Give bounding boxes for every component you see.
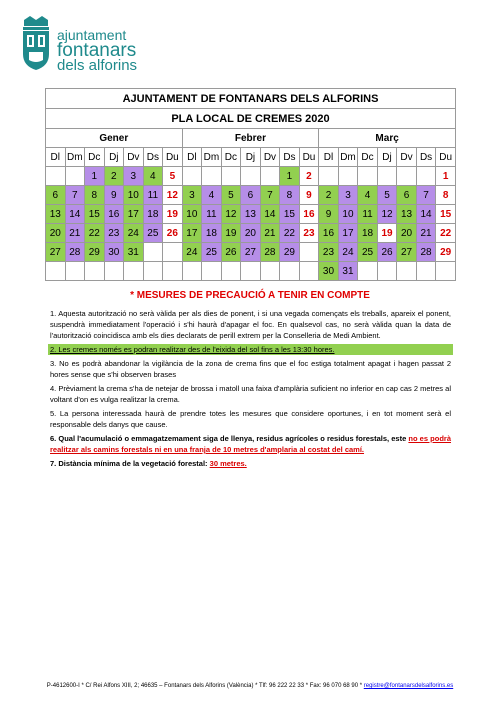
calendar-day <box>221 167 241 186</box>
calendar-day <box>338 167 358 186</box>
weekday-header: Dc <box>358 148 378 167</box>
calendar-day: 30 <box>104 243 124 262</box>
calendar-day: 14 <box>260 205 280 224</box>
rule-4: 4. Prèviament la crema s'ha de netejar de brossa i matoll una faixa d'amplària suficient no inferior en cap cas 2 metres al voltant d'on es vulga realitzar la crema. <box>50 384 451 404</box>
precautions-heading: * MESURES DE PRECAUCIÓ A TENIR EN COMPTE <box>130 290 370 301</box>
footer <box>0 683 500 689</box>
calendar-day <box>260 262 280 281</box>
weekday-header: Ds <box>143 148 163 167</box>
calendar-day <box>260 167 280 186</box>
calendar-day <box>397 262 417 281</box>
calendar-day: 7 <box>416 186 436 205</box>
weekday-header: Dl <box>319 148 339 167</box>
calendar-day: 17 <box>338 224 358 243</box>
calendar-day: 5 <box>163 167 183 186</box>
calendar-day: 26 <box>163 224 183 243</box>
calendar-day: 6 <box>241 186 261 205</box>
calendar-day <box>397 167 417 186</box>
calendar-day: 2 <box>104 167 124 186</box>
rule-2 <box>48 344 453 355</box>
weekday-header: Dm <box>202 148 222 167</box>
weekday-header: Dm <box>65 148 85 167</box>
calendar-day: 25 <box>143 224 163 243</box>
calendar-day: 14 <box>416 205 436 224</box>
weekday-header: Dv <box>260 148 280 167</box>
calendar-day: 7 <box>65 186 85 205</box>
calendar-day: 4 <box>143 167 163 186</box>
calendar-day <box>280 262 300 281</box>
calendar-day: 19 <box>377 224 397 243</box>
calendar-title-1: AJUNTAMENT DE FONTANARS DELS ALFORINS <box>46 89 456 109</box>
calendar-day: 9 <box>299 186 319 205</box>
calendar-day: 28 <box>416 243 436 262</box>
calendar-day: 24 <box>182 243 202 262</box>
logo-line-1: ajuntament <box>57 27 127 43</box>
weekday-header: Du <box>163 148 183 167</box>
calendar-day <box>46 262 66 281</box>
calendar-day: 21 <box>416 224 436 243</box>
calendar-day: 13 <box>241 205 261 224</box>
calendar-day: 13 <box>46 205 66 224</box>
calendar-day: 31 <box>338 262 358 281</box>
rule-6 <box>50 433 451 455</box>
calendar-day <box>65 262 85 281</box>
weekday-header: Dj <box>241 148 261 167</box>
calendar-day: 29 <box>280 243 300 262</box>
calendar-day: 21 <box>260 224 280 243</box>
calendar-day <box>202 167 222 186</box>
weekday-header: Du <box>436 148 456 167</box>
calendar-day: 3 <box>338 186 358 205</box>
weekday-header: Du <box>299 148 319 167</box>
weekday-header: Dj <box>104 148 124 167</box>
calendar-day: 10 <box>338 205 358 224</box>
calendar-day: 27 <box>46 243 66 262</box>
calendar-day <box>163 262 183 281</box>
calendar-day: 22 <box>85 224 105 243</box>
calendar-day: 2 <box>299 167 319 186</box>
calendar-day: 15 <box>436 205 456 224</box>
calendar-day <box>46 167 66 186</box>
calendar-day: 9 <box>319 205 339 224</box>
calendar-day <box>377 262 397 281</box>
calendar-day: 8 <box>436 186 456 205</box>
calendar-day: 6 <box>46 186 66 205</box>
calendar-day: 26 <box>377 243 397 262</box>
rule-7-highlight: 30 metres. <box>209 459 247 468</box>
calendar-day: 23 <box>104 224 124 243</box>
rule-3: 3. No es podrà abandonar la vigilància de la zona de crema fins que el foc estiga totalment apagat i hagen passat 2 hores sense que s'hi observen brases <box>50 359 451 379</box>
calendar-day <box>241 167 261 186</box>
calendar-day: 19 <box>221 224 241 243</box>
calendar-day: 10 <box>182 205 202 224</box>
month-name-2: Març <box>319 129 456 148</box>
calendar-day: 9 <box>104 186 124 205</box>
calendar-day <box>241 262 261 281</box>
logo-text <box>57 29 137 72</box>
calendar-title-2: PLA LOCAL DE CREMES 2020 <box>46 109 456 129</box>
calendar-day: 26 <box>221 243 241 262</box>
calendar-day: 1 <box>436 167 456 186</box>
weekday-header: Dv <box>397 148 417 167</box>
calendar-day: 12 <box>377 205 397 224</box>
month-name-1: Febrer <box>182 129 319 148</box>
calendar-day: 16 <box>104 205 124 224</box>
calendar-day: 19 <box>163 205 183 224</box>
rule-7-text: 7. Distància mínima de la vegetació forestal: <box>50 459 210 468</box>
calendar-day <box>85 262 105 281</box>
calendar-day: 30 <box>319 262 339 281</box>
calendar-day <box>104 262 124 281</box>
rule-2-text: 2. Les cremes només es podran realitzar des de l'eixida del sol fins a les 13:30 hores. <box>50 345 335 354</box>
calendar-day <box>416 262 436 281</box>
calendar-day <box>358 262 378 281</box>
calendar-day: 20 <box>397 224 417 243</box>
burning-calendar <box>45 88 456 281</box>
calendar-day: 27 <box>241 243 261 262</box>
calendar-day: 22 <box>436 224 456 243</box>
rule-6-highlight: no es podrà realitzar als camins forestals ni en una franja de 10 metres d'amplaria al costat del camí. <box>50 434 451 454</box>
calendar-day: 6 <box>397 186 417 205</box>
calendar-day: 25 <box>358 243 378 262</box>
calendar-day <box>377 167 397 186</box>
calendar-day: 3 <box>124 167 144 186</box>
calendar-day <box>124 262 144 281</box>
calendar-day: 24 <box>124 224 144 243</box>
rule-6-text: 6. Qual l'acumulació o emmagatzemament siga de llenya, residus agrícoles o residus forestals, este <box>50 434 409 443</box>
calendar-day: 1 <box>85 167 105 186</box>
calendar-day: 27 <box>397 243 417 262</box>
weekday-header: Dm <box>338 148 358 167</box>
calendar-day: 4 <box>358 186 378 205</box>
calendar-day <box>416 167 436 186</box>
calendar-day: 23 <box>299 224 319 243</box>
footer-address: P-4612600-I * C/ Rei Alfons XIII, 2; 46635 – Fontanars dels Alforins (València) * Tlf: 96 222 22 33 * Fax: 96 070 68 90 * <box>46 683 364 689</box>
calendar-day: 20 <box>46 224 66 243</box>
calendar-day <box>358 167 378 186</box>
calendar-day <box>143 262 163 281</box>
calendar-day: 18 <box>358 224 378 243</box>
weekday-header: Ds <box>416 148 436 167</box>
calendar-day <box>319 167 339 186</box>
calendar-day: 12 <box>221 205 241 224</box>
calendar-day <box>182 167 202 186</box>
calendar-day: 7 <box>260 186 280 205</box>
calendar-day <box>299 262 319 281</box>
calendar-day: 28 <box>65 243 85 262</box>
calendar-day <box>299 243 319 262</box>
calendar-day: 10 <box>124 186 144 205</box>
rule-1: 1. Aquesta autorització no serà vàlida per als dies de ponent, i si una vegada començats els treballs, apareix el ponent, suspendrà immediatament l'operació i s'hi haurà d'apagar el foc. En qualsevol cas, no serà vàlida quan la data de l'autorització coincidisca amb els dies declarats de perill extrem per la Conselleria de Medi Ambient. <box>50 309 451 340</box>
calendar-day: 17 <box>182 224 202 243</box>
weekday-header: Dj <box>377 148 397 167</box>
calendar-day: 11 <box>358 205 378 224</box>
calendar-day: 16 <box>319 224 339 243</box>
calendar-day: 8 <box>280 186 300 205</box>
weekday-header: Dc <box>85 148 105 167</box>
town-logo <box>20 14 170 80</box>
weekday-header: Dc <box>221 148 241 167</box>
calendar-day: 28 <box>260 243 280 262</box>
calendar-day: 5 <box>221 186 241 205</box>
rule-5: 5. La persona interessada haurà de prendre totes les mesures que considere oportunes, i en tot moment serà el responsable dels danys que cause. <box>50 409 451 429</box>
calendar-day: 2 <box>319 186 339 205</box>
logo-line-3: dels alforins <box>57 57 138 74</box>
calendar-day: 15 <box>85 205 105 224</box>
calendar-day: 11 <box>202 205 222 224</box>
precautions-list <box>50 308 451 472</box>
calendar-day: 15 <box>280 205 300 224</box>
calendar-day: 11 <box>143 186 163 205</box>
calendar-day <box>221 262 241 281</box>
calendar-day <box>202 262 222 281</box>
calendar-day: 13 <box>397 205 417 224</box>
calendar-day: 29 <box>85 243 105 262</box>
month-name-0: Gener <box>46 129 183 148</box>
calendar-day: 25 <box>202 243 222 262</box>
calendar-day: 21 <box>65 224 85 243</box>
logo-line-2: fontanars <box>57 40 137 61</box>
calendar-day <box>182 262 202 281</box>
calendar-day: 1 <box>280 167 300 186</box>
calendar-day <box>65 167 85 186</box>
calendar-day: 18 <box>143 205 163 224</box>
calendar-day: 18 <box>202 224 222 243</box>
calendar-day <box>436 262 456 281</box>
calendar-day: 3 <box>182 186 202 205</box>
calendar-day <box>163 243 183 262</box>
calendar-day: 23 <box>319 243 339 262</box>
weekday-header: Ds <box>280 148 300 167</box>
calendar-day: 12 <box>163 186 183 205</box>
weekday-header: Dl <box>182 148 202 167</box>
calendar-day: 5 <box>377 186 397 205</box>
calendar-day: 14 <box>65 205 85 224</box>
calendar-day: 24 <box>338 243 358 262</box>
calendar-day: 4 <box>202 186 222 205</box>
calendar-day: 16 <box>299 205 319 224</box>
coat-of-arms-icon <box>20 14 52 72</box>
weekday-header: Dv <box>124 148 144 167</box>
rule-7 <box>50 458 451 469</box>
calendar-day: 20 <box>241 224 261 243</box>
weekday-header: Dl <box>46 148 66 167</box>
footer-email-link[interactable]: registre@fontanarsdelsalforins.es <box>363 683 454 689</box>
calendar-day: 8 <box>85 186 105 205</box>
calendar-day: 17 <box>124 205 144 224</box>
calendar-day: 22 <box>280 224 300 243</box>
calendar-day: 31 <box>124 243 144 262</box>
calendar-day: 29 <box>436 243 456 262</box>
calendar-day <box>143 243 163 262</box>
